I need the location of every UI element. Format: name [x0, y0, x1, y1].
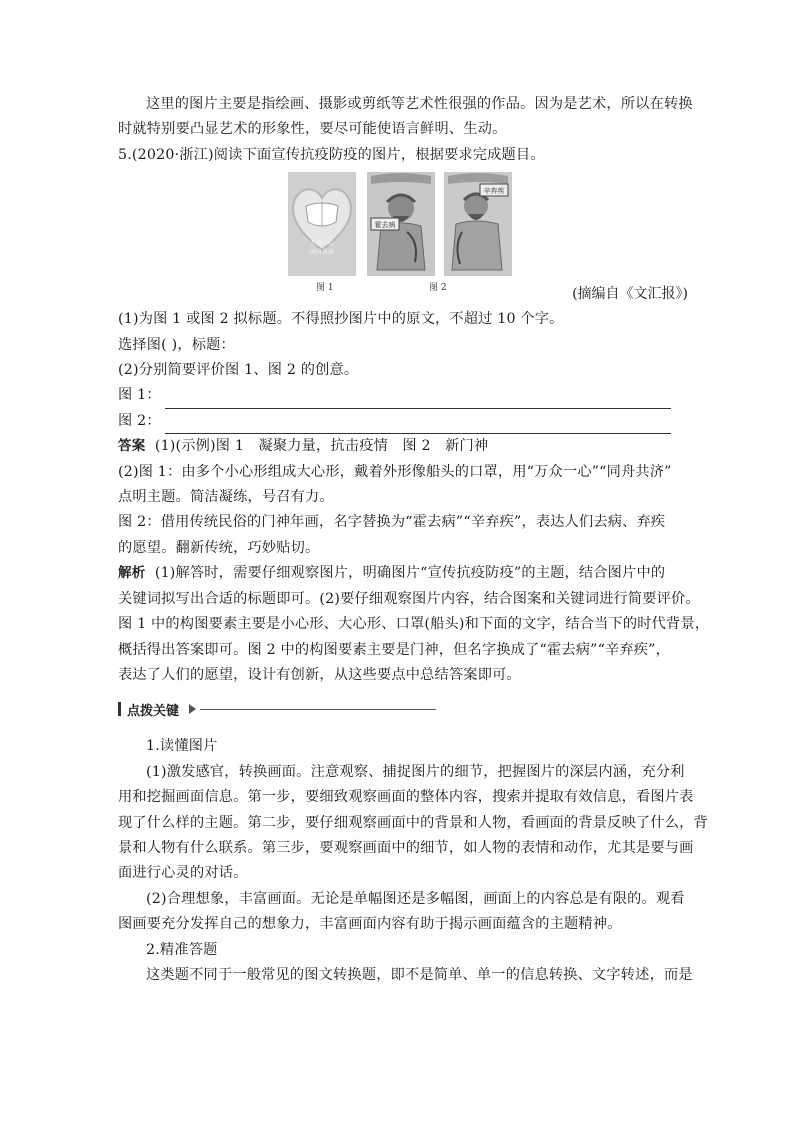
key-p2-line-1: (2)合理想象，丰富画面。无论是单幅图还是多幅图，画面上的内容总是有限的。观看	[146, 890, 685, 907]
section-divider-line	[200, 709, 436, 710]
figure-1-answer-blank[interactable]	[165, 391, 671, 409]
intro-line-2: 时就特别要凸显艺术的形象性，要尽可能使语言鲜明、生动。	[118, 121, 507, 138]
key-points-section-header	[118, 696, 688, 722]
section-bar-mark	[118, 702, 121, 716]
svg-text:同舟共济: 同舟共济	[309, 249, 335, 257]
key-p2-line-2: 图画要充分发挥自己的想象力，丰富画面内容有助于揭示画面蕴含的主题精神。	[118, 916, 622, 933]
figure-2-door-god-right-image	[444, 172, 512, 276]
sub-question-2: (2)分别简要评价图 1、图 2 的创意。	[118, 362, 359, 379]
intro-line-1: 这里的图片主要是指绘画、摄影或剪纸等艺术性很强的作品。因为是艺术，所以在转换	[146, 96, 693, 112]
analysis-line-2: 关键词拟写出合适的标题即可。(2)要仔细观察图片内容，结合图案和关键词进行简要评价。	[118, 590, 700, 607]
svg-text:万众一心: 万众一心	[309, 240, 335, 248]
figure-2-answer-row	[118, 409, 688, 434]
key-heading-2: 2.精准答题	[146, 941, 218, 958]
answer-label: 答案	[118, 438, 146, 455]
analysis-line-3: 图 1 中的构图要素主要是小心形、大心形、口罩(船头)和下面的文字，结合当下的时代背景，	[118, 616, 710, 633]
svg-text:辛弃疾: 辛弃疾	[483, 187, 505, 196]
key-p3-line-1: 这类题不同于一般常见的图文转换题，即不是简单、单一的信息转换、文字转述，而是	[146, 966, 693, 983]
key-points-title: 点拨关键	[127, 703, 180, 719]
analysis-line-5: 表达了人们的愿望，设计有创新，从这些要点中总结答案即可。	[118, 666, 521, 683]
answer-p3-line-1: 图 2：借用传统民俗的门神年画，名字替换为“霍去病”“辛弃疾”，表达人们去病、弃疾	[118, 514, 666, 531]
question-stem: 5.(2020·浙江)阅读下面宣传抗疫防疫的图片，根据要求完成题目。	[118, 146, 545, 163]
answer-line-1	[118, 434, 688, 459]
figure-2-caption: 图 2	[429, 283, 447, 294]
analysis-label: 解析	[118, 565, 146, 582]
svg-text:霍去病: 霍去病	[374, 221, 396, 230]
figure-2-answer-blank[interactable]	[165, 416, 671, 434]
figure-1-caption: 图 1	[316, 283, 334, 294]
sub-question-1: (1)为图 1 或图 2 拟标题。不得照抄图片中的原文，不超过 10 个字。	[118, 311, 564, 328]
figure-2-answer-label: 图 2：	[118, 412, 161, 429]
analysis-line-4: 概括得出答案即可。图 2 中的构图要素主要是门神，但名字换成了“霍去病”“辛弃疾”，	[118, 641, 671, 658]
analysis-line-1	[118, 561, 688, 586]
figure-2-door-god-left-image	[367, 172, 435, 276]
answer-p2-line-1: (2)图 1：由多个小心形组成大心形，戴着外形像船头的口罩，用“万众一心”“同舟共济”	[118, 463, 672, 480]
answer-p2-line-2: 点明主题。简洁凝练，号召有力。	[118, 489, 334, 506]
key-p1-line-3: 现了什么样的主题。第二步，要仔细观察画面中的背景和人物，看画面的背景反映了什么，背	[118, 814, 708, 831]
figure-1-heart-mask-image	[288, 172, 356, 276]
source-citation: (摘编自《文汇报》)	[572, 286, 688, 303]
answer-text-1: (1)(示例)图 1 凝聚力量，抗击疫情 图 2 新门神	[154, 438, 489, 455]
choose-figure-prompt: 选择图( )，标题：	[118, 336, 235, 353]
answer-p3-line-2: 的愿望。翻新传统，巧妙贴切。	[118, 539, 320, 556]
key-p1-line-2: 用和挖掘画面信息。第一步，要细致观察画面的整体内容，搜索并提取有效信息，看图片表	[118, 789, 694, 806]
figure-area	[118, 172, 688, 322]
triangle-arrow-icon	[189, 704, 196, 714]
analysis-text-1: (1)解答时，需要仔细观察图片，明确图片“宣传抗疫防疫”的主题，结合图片中的	[154, 565, 666, 582]
key-p1-line-4: 景和人物有什么联系。第三步，要观察画面中的细节，如人物的表情和动作，尤其是要与画	[118, 839, 694, 856]
document-page	[118, 92, 710, 988]
key-p1-line-5: 面进行心灵的对话。	[118, 865, 248, 882]
figure-1-answer-row	[118, 383, 688, 408]
key-p1-line-1: (1)激发感官，转换画面。注意观察、捕捉图片的细节，把握图片的深层内涵，充分利	[146, 763, 685, 780]
figure-1-answer-label: 图 1：	[118, 387, 161, 404]
key-heading-1: 1.读懂图片	[146, 738, 218, 755]
